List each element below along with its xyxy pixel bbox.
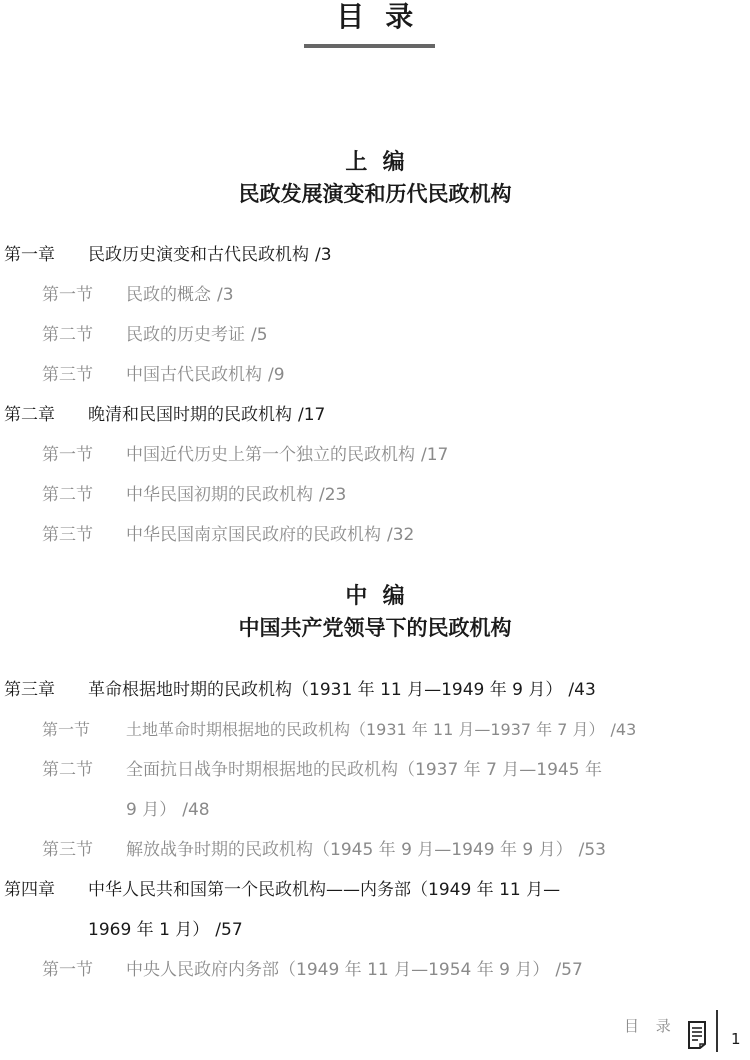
title-underline — [304, 44, 435, 48]
entry-number: 第二章 — [4, 405, 55, 425]
toc-section[interactable] — [42, 523, 414, 547]
entry-number: 第一节 — [42, 285, 93, 305]
entry-number: 第一节 — [42, 720, 91, 739]
entry-title-continuation: 9 月） — [126, 800, 177, 820]
entry-number: 第一节 — [42, 445, 93, 465]
part-title-upper: 民政发展演变和历代民政机构 — [238, 181, 512, 206]
entry-page: /9 — [268, 365, 285, 385]
toc-chapter-1[interactable] — [4, 243, 332, 267]
toc-chapter-continuation[interactable] — [88, 918, 243, 942]
entry-number: 第二节 — [42, 485, 93, 505]
entry-page: /57 — [555, 960, 583, 980]
toc-chapter-4[interactable] — [4, 878, 560, 902]
entry-title: 民政的历史考证 — [126, 325, 245, 345]
toc-section[interactable] — [42, 323, 268, 347]
entry-title: 晚清和民国时期的民政机构 — [88, 405, 292, 425]
toc-section[interactable] — [42, 758, 602, 782]
entry-page: /32 — [387, 525, 415, 545]
toc-section[interactable] — [42, 838, 606, 862]
entry-title: 土地革命时期根据地的民政机构（1931 年 11 月—1937 年 7 月） — [126, 720, 605, 739]
toc-section[interactable] — [42, 483, 346, 507]
entry-number: 第三节 — [42, 525, 93, 545]
entry-page: /17 — [298, 405, 326, 425]
entry-page: /3 — [217, 285, 234, 305]
entry-number: 第一节 — [42, 960, 93, 980]
entry-number: 第一章 — [4, 245, 55, 265]
entry-title: 解放战争时期的民政机构（1945 年 9 月—1949 年 9 月） — [126, 840, 573, 860]
entry-title-continuation: 1969 年 1 月） — [88, 920, 210, 940]
toc-section[interactable] — [42, 283, 234, 307]
footer-label: 目 录 — [624, 1017, 677, 1035]
entry-page: /23 — [319, 485, 347, 505]
page-title: 目 录 — [336, 0, 414, 33]
part-label-upper: 上 编 — [345, 149, 405, 175]
part-label-middle: 中 编 — [345, 583, 405, 609]
entry-title: 民政的概念 — [126, 285, 211, 305]
entry-title: 全面抗日战争时期根据地的民政机构（1937 年 7 月—1945 年 — [126, 760, 602, 780]
entry-title: 中华民国南京国民政府的民政机构 — [126, 525, 381, 545]
entry-title: 中央人民政府内务部（1949 年 11 月—1954 年 9 月） — [126, 960, 550, 980]
entry-number: 第三章 — [4, 680, 55, 700]
entry-page: /43 — [568, 680, 596, 700]
entry-number: 第三节 — [42, 840, 93, 860]
entry-page: /5 — [251, 325, 268, 345]
entry-title: 中国近代历史上第一个独立的民政机构 — [126, 445, 415, 465]
entry-title: 中国古代民政机构 — [126, 365, 262, 385]
entry-page: /3 — [315, 245, 332, 265]
toc-chapter-3[interactable] — [4, 678, 596, 702]
entry-title: 民政历史演变和古代民政机构 — [88, 245, 309, 265]
entry-number: 第三节 — [42, 365, 93, 385]
toc-chapter-2[interactable] — [4, 403, 325, 427]
entry-title: 革命根据地时期的民政机构（1931 年 11 月—1949 年 9 月） — [88, 680, 563, 700]
document-icon — [687, 1020, 707, 1050]
entry-number: 第二节 — [42, 325, 93, 345]
part-title-middle: 中国共产党领导下的民政机构 — [238, 615, 512, 640]
toc-section[interactable] — [42, 718, 636, 742]
entry-page: /57 — [215, 920, 243, 940]
toc-section-continuation[interactable] — [126, 798, 210, 822]
entry-number: 第四章 — [4, 880, 55, 900]
entry-page: /43 — [610, 720, 637, 739]
entry-title: 中华民国初期的民政机构 — [126, 485, 313, 505]
entry-page: /17 — [421, 445, 449, 465]
footer-divider — [716, 1010, 718, 1052]
entry-page: /48 — [182, 800, 210, 820]
entry-number: 第二节 — [42, 760, 93, 780]
toc-section[interactable] — [42, 363, 285, 387]
toc-section[interactable] — [42, 443, 448, 467]
entry-title: 中华人民共和国第一个民政机构——内务部（1949 年 11 月— — [88, 880, 561, 900]
entry-page: /53 — [578, 840, 606, 860]
footer-page-number: 1 — [731, 1030, 741, 1048]
toc-section[interactable] — [42, 958, 583, 982]
